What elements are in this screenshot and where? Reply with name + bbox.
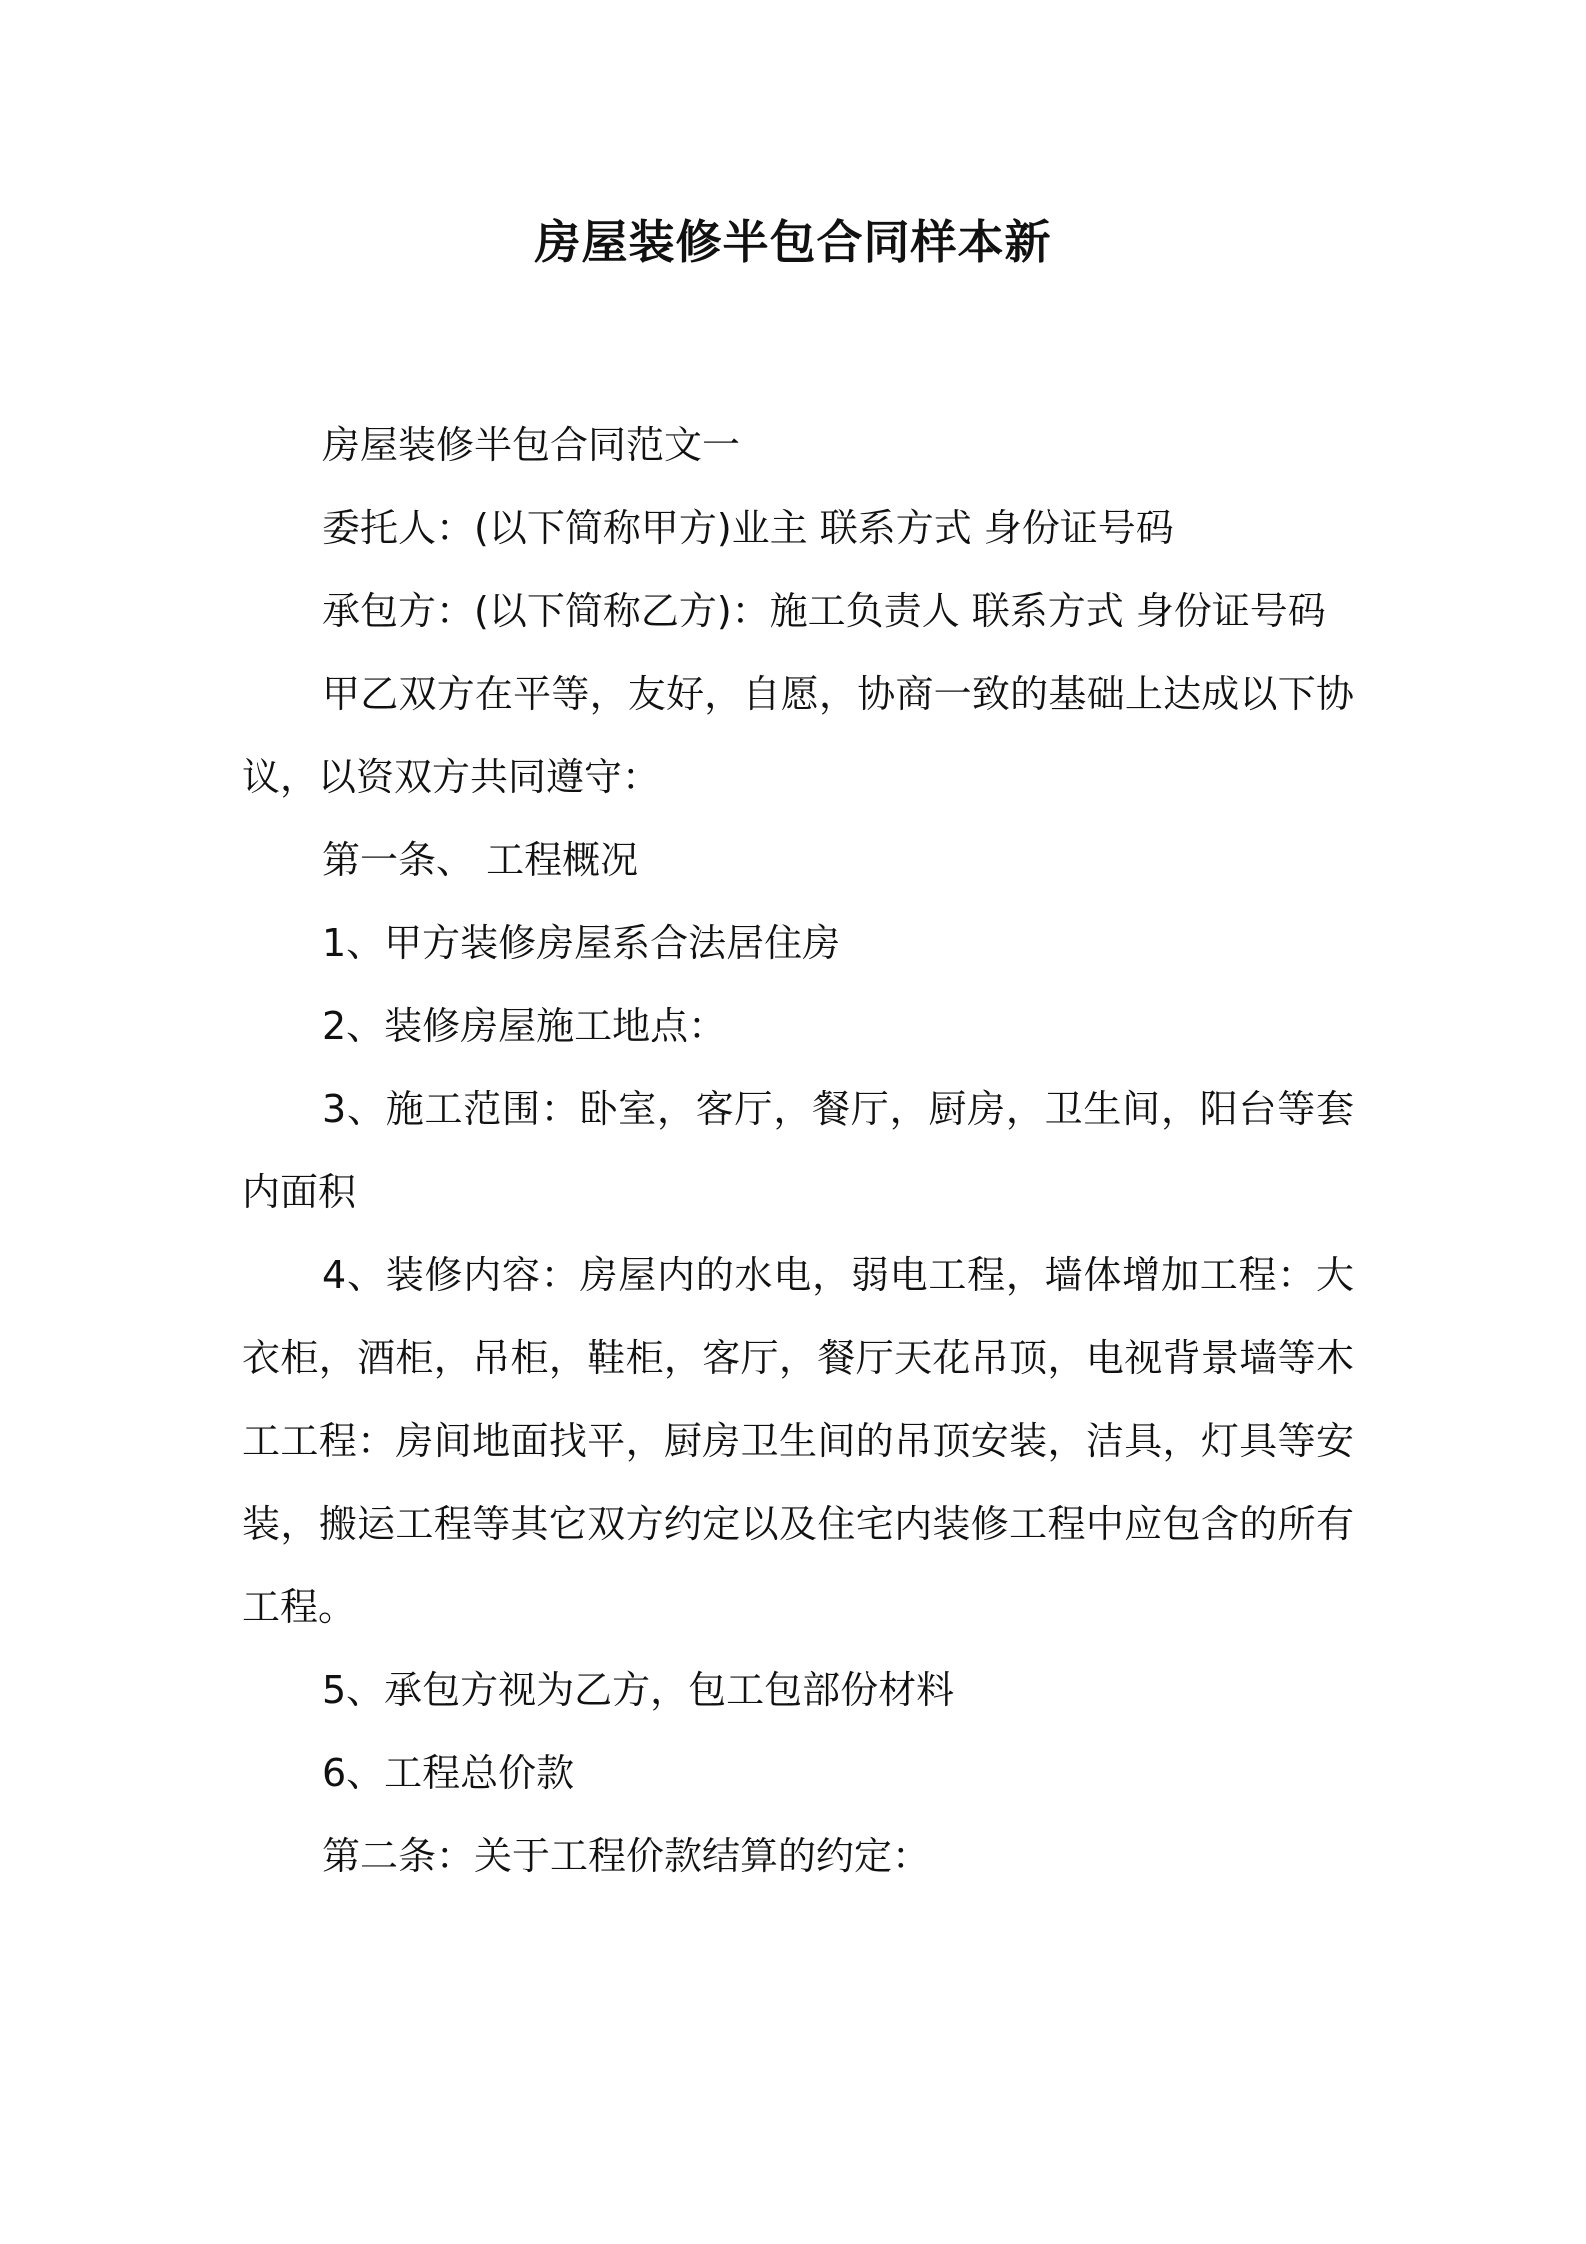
list-item-5: 5、承包方视为乙方，包工包部份材料 [322, 1668, 955, 1712]
paragraph-contractor-info: 承包方：(以下简称乙方)：施工负责人 联系方式 身份证号码 [322, 589, 1326, 633]
document-body [242, 404, 1354, 1898]
list-item-4: 4、装修内容：房屋内的水电，弱电工程，墙体增加工程：大衣柜，酒柜，吊柜，鞋柜，客厅，餐厅天花吊顶，电视背景墙等木工工程：房间地面找平，厨房卫生间的吊顶安装，洁具，灯具等安装，搬运工程等其它双方约定以及住宅内装修工程中应包含的所有工程。 [242, 1253, 1354, 1629]
document-title: 房屋装修半包合同样本新 [534, 215, 1052, 269]
list-item-1: 1、甲方装修房屋系合法居住房 [322, 921, 841, 965]
section-heading-article-2: 第二条：关于工程价款结算的约定： [322, 1834, 931, 1878]
list-item-3: 3、施工范围：卧室，客厅，餐厅，厨房，卫生间，阳台等套内面积 [242, 1087, 1354, 1214]
section-heading-article-1: 第一条、 工程概况 [322, 838, 639, 882]
list-item-6: 6、工程总价款 [322, 1751, 575, 1795]
paragraph-client-info: 委托人：(以下简称甲方)业主 联系方式 身份证号码 [322, 506, 1174, 550]
paragraph-agreement-basis: 甲乙双方在平等，友好，自愿，协商一致的基础上达成以下协议，以资双方共同遵守： [242, 672, 1354, 799]
list-item-2: 2、装修房屋施工地点： [322, 1004, 727, 1048]
paragraph-contract-sample-one: 房屋装修半包合同范文一 [322, 423, 741, 467]
